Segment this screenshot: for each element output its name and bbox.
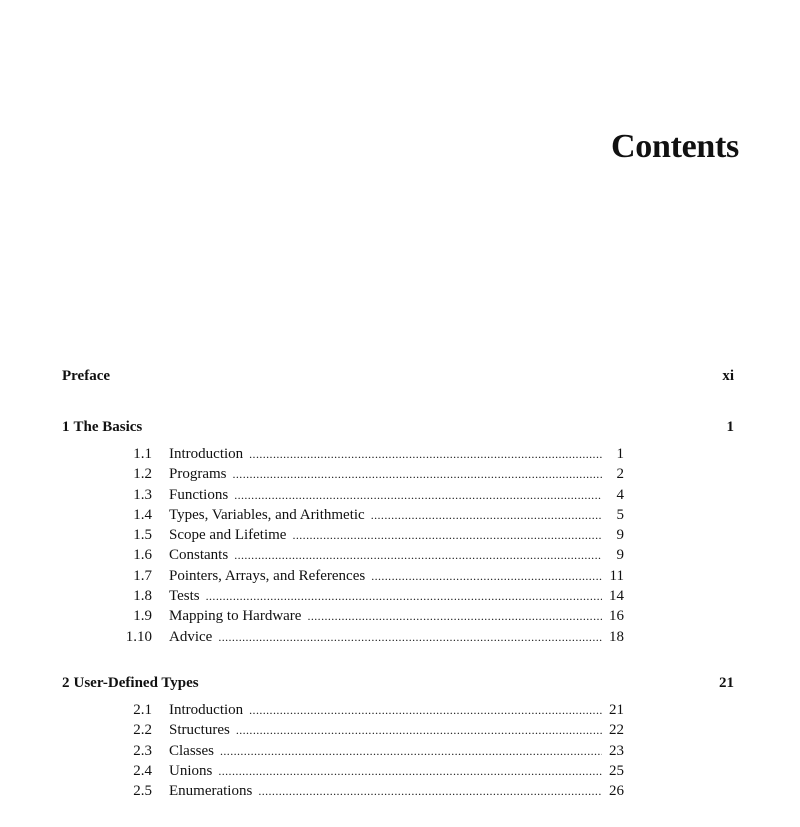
table-of-contents: [62, 366, 734, 827]
dot-leader: [218, 761, 602, 781]
toc-chapter-2: [62, 673, 734, 801]
chapter-title: The Basics: [73, 419, 143, 435]
section-row[interactable]: [62, 505, 624, 525]
section-title: Structures: [169, 722, 230, 739]
section-number: 2.1: [133, 701, 152, 718]
section-number: 1.8: [133, 588, 152, 605]
section-title: Introduction: [169, 701, 244, 718]
chapter-row[interactable]: [62, 673, 734, 693]
section-row[interactable]: [62, 545, 624, 565]
section-number: 2.2: [133, 722, 152, 739]
section-page: 4: [616, 486, 624, 503]
chapter-row[interactable]: [62, 417, 734, 437]
dot-leader: [371, 505, 602, 525]
preface-title: Preface: [62, 368, 111, 384]
dot-leader: [249, 700, 602, 720]
section-row[interactable]: [62, 586, 624, 606]
section-number: 1.3: [133, 486, 152, 503]
dot-leader: [249, 444, 602, 464]
dot-leader: [234, 545, 602, 565]
section-title: Mapping to Hardware: [169, 608, 302, 625]
chapter-heading: [62, 673, 199, 693]
section-row[interactable]: [62, 627, 624, 647]
chapter-heading: [62, 417, 142, 437]
section-title: Pointers, Arrays, and References: [169, 567, 366, 584]
preface-row[interactable]: [62, 366, 734, 386]
section-row[interactable]: [62, 444, 624, 464]
section-page: 1: [616, 446, 624, 462]
section-row[interactable]: [62, 485, 624, 505]
section-title: Functions: [169, 486, 229, 503]
dot-leader: [307, 606, 602, 626]
section-title: Unions: [169, 762, 213, 779]
section-page: 11: [609, 567, 624, 584]
section-page: 2: [616, 466, 624, 483]
dot-leader: [371, 566, 602, 586]
section-page: 26: [609, 783, 624, 800]
section-number: 1.10: [125, 628, 152, 645]
dot-leader: [292, 525, 602, 545]
chapter-page: 21: [719, 674, 734, 691]
section-page: 5: [616, 506, 624, 523]
section-page: 23: [609, 742, 624, 759]
chapter-title: User-Defined Types: [73, 674, 199, 691]
dot-leader: [220, 741, 602, 761]
chapter-page: 1: [726, 419, 734, 435]
chapter-number: 1: [62, 419, 70, 435]
section-row[interactable]: [62, 761, 624, 781]
section-page: 18: [609, 628, 624, 645]
section-page: 16: [609, 608, 624, 625]
section-number: 1.6: [133, 547, 152, 564]
section-number: 1.5: [133, 527, 152, 544]
section-title: Enumerations: [169, 783, 253, 800]
section-row[interactable]: [62, 606, 624, 626]
section-number: 1.2: [133, 466, 152, 483]
section-number: 1.1: [133, 446, 152, 462]
section-title: Classes: [169, 742, 214, 759]
section-title: Programs: [169, 466, 227, 483]
section-row[interactable]: [62, 720, 624, 740]
section-number: 1.4: [133, 506, 152, 523]
dot-leader: [206, 586, 602, 606]
chapter-number: 2: [62, 674, 70, 691]
section-title: Tests: [169, 588, 200, 605]
section-title: Scope and Lifetime: [169, 527, 287, 544]
section-row[interactable]: [62, 700, 624, 720]
dot-leader: [233, 464, 603, 484]
dot-leader: [258, 781, 602, 801]
section-title: Constants: [169, 547, 229, 564]
dot-leader: [234, 485, 602, 505]
section-number: 2.3: [133, 742, 152, 759]
section-number: 1.7: [133, 567, 152, 584]
section-page: 21: [609, 701, 624, 718]
section-page: 25: [609, 762, 624, 779]
section-page: 22: [609, 722, 624, 739]
section-title: Introduction: [169, 446, 244, 462]
section-page: 14: [609, 588, 624, 605]
dot-leader: [218, 627, 602, 647]
preface-page: xi: [722, 368, 734, 384]
section-row[interactable]: [62, 525, 624, 545]
section-row[interactable]: [62, 781, 624, 801]
section-row[interactable]: [62, 464, 624, 484]
section-number: 2.4: [133, 762, 152, 779]
section-row[interactable]: [62, 566, 624, 586]
page-title: Contents: [611, 128, 739, 165]
section-page: 9: [616, 527, 624, 544]
section-list: [62, 700, 624, 801]
section-title: Types, Variables, and Arithmetic: [169, 506, 365, 523]
section-title: Advice: [169, 628, 213, 645]
section-page: 9: [616, 547, 624, 564]
section-number: 1.9: [133, 608, 152, 625]
toc-preface: [62, 366, 734, 386]
section-list: [62, 444, 624, 647]
section-row[interactable]: [62, 741, 624, 761]
toc-chapter-1: [62, 417, 734, 647]
section-number: 2.5: [133, 783, 152, 800]
dot-leader: [236, 720, 602, 740]
